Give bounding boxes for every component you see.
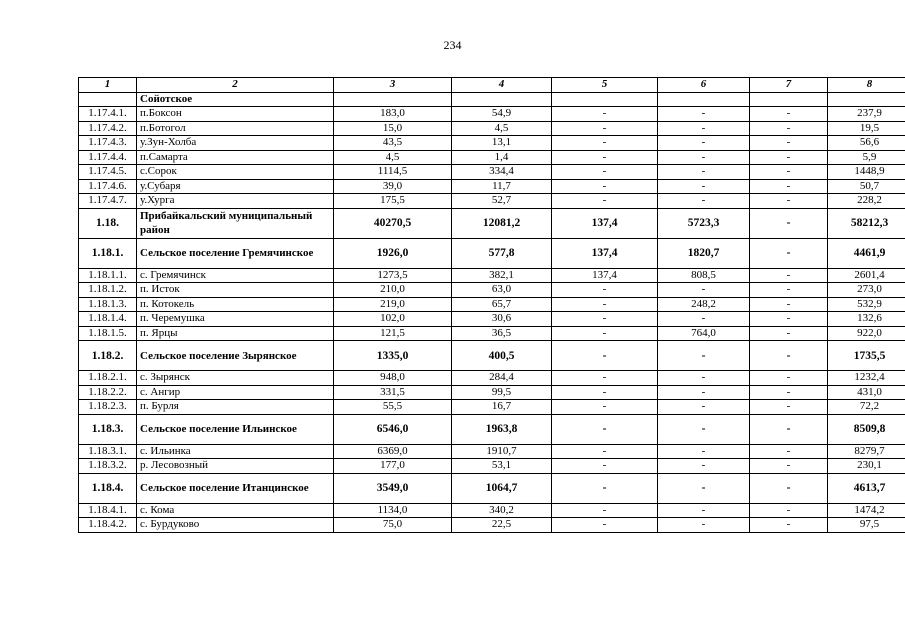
row-name-cell: Прибайкальский муниципальный район [137, 208, 334, 238]
table-row [79, 179, 905, 194]
value-cell [552, 92, 658, 107]
value-cell: - [750, 371, 828, 386]
value-cell: - [552, 503, 658, 518]
value-cell: 36,5 [452, 326, 552, 341]
value-cell: - [658, 371, 750, 386]
value-cell: - [658, 473, 750, 503]
value-cell: - [658, 283, 750, 298]
value-cell: 1232,4 [828, 371, 905, 386]
value-cell: - [750, 312, 828, 327]
value-cell: - [552, 136, 658, 151]
value-cell: - [750, 459, 828, 474]
value-cell [452, 92, 552, 107]
value-cell: - [552, 473, 658, 503]
value-cell: 137,4 [552, 238, 658, 268]
row-name-cell: с. Ильинка [137, 444, 334, 459]
value-cell: 340,2 [452, 503, 552, 518]
value-cell: - [658, 341, 750, 371]
value-cell: 39,0 [334, 179, 452, 194]
row-code-cell: 1.18.1. [79, 238, 137, 268]
value-cell: 1926,0 [334, 238, 452, 268]
value-cell: 1273,5 [334, 268, 452, 283]
row-name-cell: п.Ботогол [137, 121, 334, 136]
value-cell: 137,4 [552, 208, 658, 238]
value-cell: - [552, 444, 658, 459]
row-code-cell: 1.17.4.1. [79, 107, 137, 122]
value-cell: 53,1 [452, 459, 552, 474]
row-code-cell: 1.18.2.1. [79, 371, 137, 386]
value-cell: - [750, 136, 828, 151]
value-cell: 121,5 [334, 326, 452, 341]
value-cell: - [750, 179, 828, 194]
row-name-cell: с. Кома [137, 503, 334, 518]
header-cell: 2 [137, 78, 334, 93]
row-code-cell: 1.18. [79, 208, 137, 238]
value-cell: 284,4 [452, 371, 552, 386]
value-cell: 922,0 [828, 326, 905, 341]
header-cell: 5 [552, 78, 658, 93]
value-cell: 175,5 [334, 194, 452, 209]
value-cell: - [552, 400, 658, 415]
value-cell: - [750, 238, 828, 268]
row-name-cell: с.Сорок [137, 165, 334, 180]
table-row [79, 194, 905, 209]
row-name-cell: с. Бурдуково [137, 518, 334, 533]
page-number: 234 [443, 38, 462, 52]
table-row [79, 268, 905, 283]
value-cell: 1474,2 [828, 503, 905, 518]
table-row [79, 283, 905, 298]
row-name-cell: р. Лесовозный [137, 459, 334, 474]
value-cell: 40270,5 [334, 208, 452, 238]
value-cell: 2601,4 [828, 268, 905, 283]
table-row [79, 121, 905, 136]
value-cell: 1,4 [452, 150, 552, 165]
row-name-cell: Сельское поселение Гремячинское [137, 238, 334, 268]
value-cell: 248,2 [658, 297, 750, 312]
value-cell: - [552, 459, 658, 474]
table-body [79, 92, 905, 532]
value-cell: 8509,8 [828, 414, 905, 444]
table-row [79, 371, 905, 386]
value-cell: 5723,3 [658, 208, 750, 238]
table-row [79, 136, 905, 151]
value-cell: - [552, 297, 658, 312]
value-cell: - [658, 150, 750, 165]
table-row [79, 150, 905, 165]
value-cell: - [552, 518, 658, 533]
value-cell: 5,9 [828, 150, 905, 165]
row-code-cell: 1.18.4. [79, 473, 137, 503]
value-cell: - [658, 312, 750, 327]
row-code-cell: 1.18.2.3. [79, 400, 137, 415]
value-cell: 15,0 [334, 121, 452, 136]
value-cell: 808,5 [658, 268, 750, 283]
value-cell: 6546,0 [334, 414, 452, 444]
value-cell: 4,5 [334, 150, 452, 165]
value-cell: 1735,5 [828, 341, 905, 371]
value-cell: - [750, 400, 828, 415]
value-cell: 13,1 [452, 136, 552, 151]
value-cell [658, 92, 750, 107]
value-cell: 6369,0 [334, 444, 452, 459]
row-code-cell: 1.17.4.6. [79, 179, 137, 194]
row-code-cell: 1.18.1.3. [79, 297, 137, 312]
row-code-cell: 1.18.2. [79, 341, 137, 371]
row-code-cell: 1.18.4.2. [79, 518, 137, 533]
value-cell: - [750, 283, 828, 298]
row-code-cell: 1.17.4.2. [79, 121, 137, 136]
value-cell: - [750, 385, 828, 400]
value-cell: 72,2 [828, 400, 905, 415]
row-code-cell [79, 92, 137, 107]
value-cell: - [750, 503, 828, 518]
table-row [79, 341, 905, 371]
row-code-cell: 1.18.3.2. [79, 459, 137, 474]
row-code-cell: 1.18.3.1. [79, 444, 137, 459]
table-row [79, 238, 905, 268]
value-cell: 532,9 [828, 297, 905, 312]
value-cell: 1335,0 [334, 341, 452, 371]
value-cell: 1910,7 [452, 444, 552, 459]
value-cell: 52,7 [452, 194, 552, 209]
row-code-cell: 1.17.4.3. [79, 136, 137, 151]
row-name-cell: у.Субаря [137, 179, 334, 194]
value-cell: - [658, 107, 750, 122]
value-cell: 4613,7 [828, 473, 905, 503]
value-cell: 1064,7 [452, 473, 552, 503]
value-cell: 273,0 [828, 283, 905, 298]
value-cell: - [552, 312, 658, 327]
value-cell: 331,5 [334, 385, 452, 400]
value-cell: 50,7 [828, 179, 905, 194]
table-row [79, 312, 905, 327]
value-cell: 577,8 [452, 238, 552, 268]
value-cell: 102,0 [334, 312, 452, 327]
header-cell: 1 [79, 78, 137, 93]
row-name-cell: у.Зун-Холба [137, 136, 334, 151]
value-cell: 19,5 [828, 121, 905, 136]
value-cell: 56,6 [828, 136, 905, 151]
value-cell: 55,5 [334, 400, 452, 415]
value-cell: - [552, 107, 658, 122]
data-table [78, 77, 905, 533]
value-cell: 22,5 [452, 518, 552, 533]
value-cell: 12081,2 [452, 208, 552, 238]
value-cell: - [658, 503, 750, 518]
table-row [79, 459, 905, 474]
value-cell: - [658, 400, 750, 415]
row-code-cell: 1.18.1.5. [79, 326, 137, 341]
value-cell: 63,0 [452, 283, 552, 298]
row-code-cell: 1.18.1.1. [79, 268, 137, 283]
header-cell: 8 [828, 78, 905, 93]
value-cell: - [658, 414, 750, 444]
row-name-cell: п. Бурля [137, 400, 334, 415]
value-cell: - [750, 518, 828, 533]
value-cell: 382,1 [452, 268, 552, 283]
value-cell: 75,0 [334, 518, 452, 533]
value-cell: 183,0 [334, 107, 452, 122]
value-cell: - [552, 150, 658, 165]
value-cell: - [552, 165, 658, 180]
table-row [79, 473, 905, 503]
value-cell [750, 92, 828, 107]
value-cell: - [658, 444, 750, 459]
value-cell: - [552, 194, 658, 209]
value-cell: 137,4 [552, 268, 658, 283]
value-cell: 210,0 [334, 283, 452, 298]
value-cell: - [552, 341, 658, 371]
value-cell: - [658, 121, 750, 136]
value-cell: - [658, 136, 750, 151]
row-code-cell: 1.18.4.1. [79, 503, 137, 518]
value-cell: 431,0 [828, 385, 905, 400]
value-cell: - [552, 121, 658, 136]
value-cell: - [552, 385, 658, 400]
value-cell: - [658, 385, 750, 400]
row-name-cell: Сельское поселение Зырянское [137, 341, 334, 371]
value-cell: - [552, 371, 658, 386]
value-cell: - [750, 341, 828, 371]
header-cell: 7 [750, 78, 828, 93]
header-cell: 6 [658, 78, 750, 93]
value-cell: - [750, 150, 828, 165]
header-cell: 3 [334, 78, 452, 93]
value-cell: 948,0 [334, 371, 452, 386]
row-code-cell: 1.17.4.4. [79, 150, 137, 165]
value-cell: - [552, 326, 658, 341]
value-cell: - [750, 473, 828, 503]
value-cell: 1114,5 [334, 165, 452, 180]
row-code-cell: 1.17.4.7. [79, 194, 137, 209]
row-name-cell: п. Котокель [137, 297, 334, 312]
value-cell: 237,9 [828, 107, 905, 122]
value-cell: 1963,8 [452, 414, 552, 444]
table-row [79, 518, 905, 533]
value-cell: - [658, 459, 750, 474]
value-cell: 65,7 [452, 297, 552, 312]
table-row [79, 208, 905, 238]
table-row [79, 385, 905, 400]
value-cell: - [658, 518, 750, 533]
row-code-cell: 1.17.4.5. [79, 165, 137, 180]
table-row [79, 92, 905, 107]
table-row [79, 503, 905, 518]
value-cell: - [750, 268, 828, 283]
row-name-cell: с. Ангир [137, 385, 334, 400]
value-cell: 30,6 [452, 312, 552, 327]
row-name-cell: п. Ярцы [137, 326, 334, 341]
table-row [79, 400, 905, 415]
table-row [79, 107, 905, 122]
row-code-cell: 1.18.1.2. [79, 283, 137, 298]
value-cell: - [552, 283, 658, 298]
value-cell: 58212,3 [828, 208, 905, 238]
row-name-cell: у.Хурга [137, 194, 334, 209]
value-cell: 97,5 [828, 518, 905, 533]
value-cell: 3549,0 [334, 473, 452, 503]
row-name-cell: с. Гремячинск [137, 268, 334, 283]
value-cell: - [658, 179, 750, 194]
header-row [79, 78, 905, 93]
value-cell: - [552, 179, 658, 194]
value-cell: 16,7 [452, 400, 552, 415]
value-cell: 43,5 [334, 136, 452, 151]
value-cell: 228,2 [828, 194, 905, 209]
value-cell: 1134,0 [334, 503, 452, 518]
table-row [79, 444, 905, 459]
header-cell: 4 [452, 78, 552, 93]
value-cell: 230,1 [828, 459, 905, 474]
value-cell: 219,0 [334, 297, 452, 312]
table-row [79, 297, 905, 312]
row-name-cell: п. Исток [137, 283, 334, 298]
value-cell: 400,5 [452, 341, 552, 371]
value-cell: - [658, 194, 750, 209]
value-cell: 8279,7 [828, 444, 905, 459]
value-cell: 1820,7 [658, 238, 750, 268]
value-cell: - [658, 165, 750, 180]
row-code-cell: 1.18.2.2. [79, 385, 137, 400]
row-name-cell: п. Черемушка [137, 312, 334, 327]
value-cell: - [750, 208, 828, 238]
table-row [79, 326, 905, 341]
row-name-cell: Сельское поселение Ильинское [137, 414, 334, 444]
value-cell: - [750, 297, 828, 312]
value-cell: - [750, 165, 828, 180]
row-name-cell: п.Боксон [137, 107, 334, 122]
row-name-cell: Сельское поселение Итанцинское [137, 473, 334, 503]
row-name-cell: с. Зырянск [137, 371, 334, 386]
value-cell: - [552, 414, 658, 444]
row-name-cell: Сойотское [137, 92, 334, 107]
value-cell: - [750, 107, 828, 122]
value-cell: 1448,9 [828, 165, 905, 180]
value-cell: - [750, 414, 828, 444]
value-cell: 54,9 [452, 107, 552, 122]
value-cell: 177,0 [334, 459, 452, 474]
value-cell [828, 92, 905, 107]
value-cell: 132,6 [828, 312, 905, 327]
table-row [79, 165, 905, 180]
value-cell: - [750, 444, 828, 459]
value-cell: 99,5 [452, 385, 552, 400]
row-name-cell: п.Самарта [137, 150, 334, 165]
value-cell: 764,0 [658, 326, 750, 341]
row-code-cell: 1.18.3. [79, 414, 137, 444]
value-cell: 334,4 [452, 165, 552, 180]
table-row [79, 414, 905, 444]
value-cell [334, 92, 452, 107]
value-cell: - [750, 326, 828, 341]
value-cell: 11,7 [452, 179, 552, 194]
value-cell: 4461,9 [828, 238, 905, 268]
row-code-cell: 1.18.1.4. [79, 312, 137, 327]
value-cell: 4,5 [452, 121, 552, 136]
value-cell: - [750, 121, 828, 136]
value-cell: - [750, 194, 828, 209]
